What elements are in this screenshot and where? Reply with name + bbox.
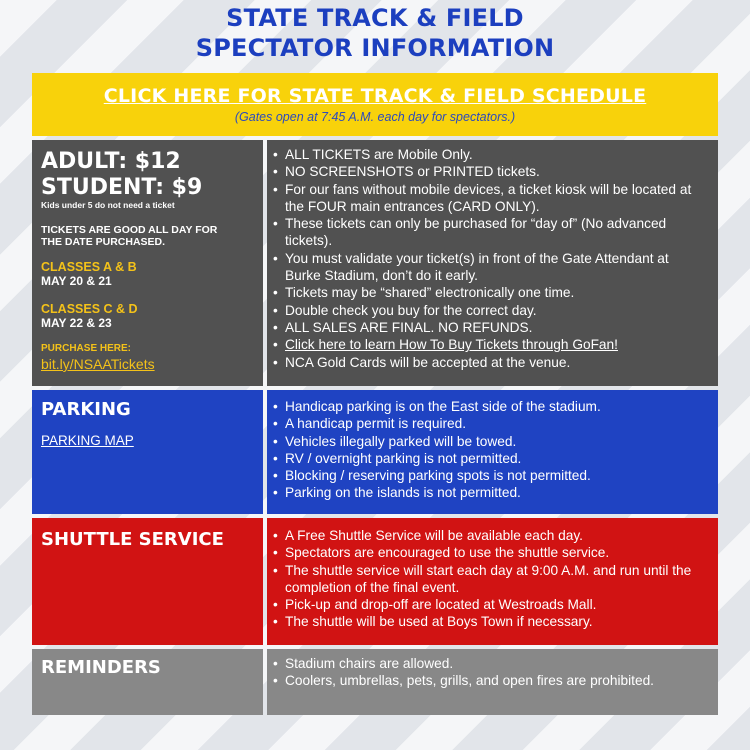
list-item: • You must validate your ticket(s) in front of the Gate Attendant at Burke Stadium, don’t do it early. bbox=[285, 250, 708, 285]
list-item: • Parking on the islands is not permitted. bbox=[285, 484, 708, 501]
student-price: STUDENT: $9 bbox=[41, 175, 203, 200]
parking-title: PARKING bbox=[41, 399, 131, 420]
classes-cd-dates: MAY 22 & 23 bbox=[41, 316, 112, 330]
list-item: • Handicap parking is on the East side of the stadium. bbox=[285, 398, 708, 415]
list-item: • These tickets can only be purchased for “day of” (No advanced tickets). bbox=[285, 215, 708, 250]
gofan-link[interactable]: Click here to learn How To Buy Tickets through GoFan! bbox=[285, 337, 618, 353]
parking-title-panel bbox=[32, 390, 263, 514]
classes-ab-dates: MAY 20 & 21 bbox=[41, 274, 112, 288]
parking-bullet-list bbox=[267, 390, 718, 502]
tickets-info-panel bbox=[32, 140, 263, 386]
schedule-banner bbox=[32, 73, 718, 136]
shuttle-section bbox=[32, 518, 718, 645]
parking-map-link[interactable]: PARKING MAP bbox=[41, 433, 134, 448]
list-item: • Double check you buy for the correct day. bbox=[285, 302, 708, 319]
reminders-title-panel bbox=[32, 649, 263, 715]
shuttle-title: SHUTTLE SERVICE bbox=[41, 529, 224, 550]
list-item: • Stadium chairs are allowed. bbox=[285, 655, 708, 672]
reminders-title: REMINDERS bbox=[41, 657, 161, 678]
list-item bbox=[285, 336, 708, 353]
reminders-section bbox=[32, 649, 718, 715]
kids-note: Kids under 5 do not need a ticket bbox=[41, 200, 175, 210]
list-item: • RV / overnight parking is not permitted. bbox=[285, 450, 708, 467]
list-item: • Pick-up and drop-off are located at Westroads Mall. bbox=[285, 596, 708, 613]
list-item: • A Free Shuttle Service will be available each day. bbox=[285, 527, 708, 544]
classes-ab-label: CLASSES A & B bbox=[41, 260, 137, 274]
shuttle-title-panel bbox=[32, 518, 263, 645]
reminders-bullet-list bbox=[267, 649, 718, 690]
tickets-bullet-list bbox=[267, 140, 718, 371]
list-item: • For our fans without mobile devices, a ticket kiosk will be located at the FOUR main entrances (CARD ONLY). bbox=[285, 181, 708, 216]
page-title-line-2: SPECTATOR INFORMATION bbox=[195, 34, 555, 62]
tickets-section bbox=[32, 140, 718, 386]
good-all-day-line-2: THE DATE PURCHASED. bbox=[41, 236, 166, 248]
list-item: • A handicap permit is required. bbox=[285, 415, 708, 432]
page-title-line-1: STATE TRACK & FIELD bbox=[226, 4, 524, 32]
list-item: • Vehicles illegally parked will be towed. bbox=[285, 433, 708, 450]
parking-section bbox=[32, 390, 718, 514]
shuttle-bullet-list bbox=[267, 518, 718, 631]
shuttle-rules-panel bbox=[267, 518, 718, 645]
list-item: • NO SCREENSHOTS or PRINTED tickets. bbox=[285, 163, 708, 180]
list-item: • NCA Gold Cards will be accepted at the venue. bbox=[285, 354, 708, 371]
good-all-day-line-1: TICKETS ARE GOOD ALL DAY FOR bbox=[41, 224, 218, 236]
parking-rules-panel bbox=[267, 390, 718, 514]
gates-note: (Gates open at 7:45 A.M. each day for spectators.) bbox=[234, 110, 516, 124]
list-item: • Coolers, umbrellas, pets, grills, and open fires are prohibited. bbox=[285, 672, 708, 689]
reminders-rules-panel bbox=[267, 649, 718, 715]
adult-price: ADULT: $12 bbox=[41, 149, 181, 174]
tickets-rules-panel bbox=[267, 140, 718, 386]
list-item: • Spectators are encouraged to use the shuttle service. bbox=[285, 544, 708, 561]
list-item: • ALL TICKETS are Mobile Only. bbox=[285, 146, 708, 163]
list-item: • Tickets may be “shared” electronically one time. bbox=[285, 284, 708, 301]
purchase-link[interactable]: bit.ly/NSAATickets bbox=[41, 356, 155, 372]
list-item: • The shuttle service will start each day at 9:00 A.M. and run until the completion of the final event. bbox=[285, 562, 708, 597]
schedule-link[interactable]: CLICK HERE FOR STATE TRACK & FIELD SCHEDULE bbox=[103, 85, 647, 107]
list-item: • Blocking / reserving parking spots is not permitted. bbox=[285, 467, 708, 484]
list-item: • The shuttle will be used at Boys Town if necessary. bbox=[285, 613, 708, 630]
list-item: • ALL SALES ARE FINAL. NO REFUNDS. bbox=[285, 319, 708, 336]
classes-cd-label: CLASSES C & D bbox=[41, 302, 138, 316]
purchase-label: PURCHASE HERE: bbox=[41, 343, 132, 354]
